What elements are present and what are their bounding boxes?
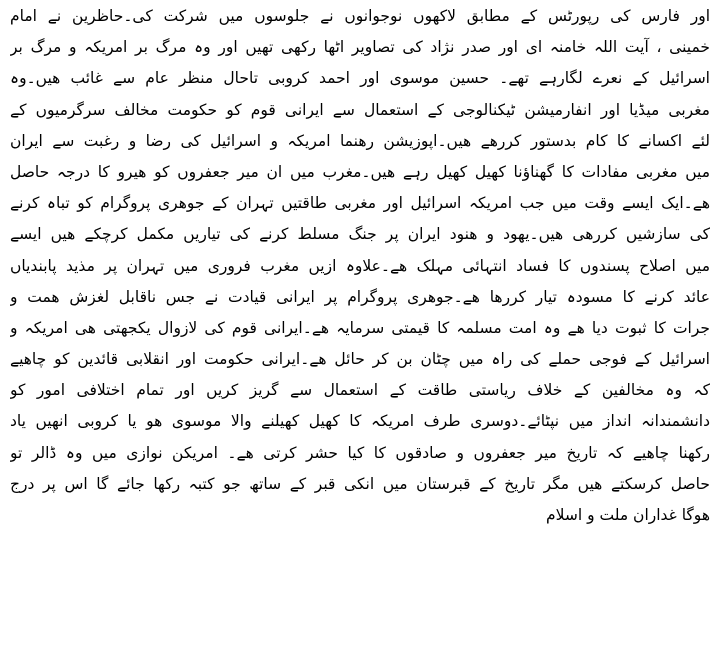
text-line: کہ وہ مخالفین کے خلاف ریاستی طاقت کے استعمال سے گریز کریں اور تمام اختلافی امور کو — [10, 381, 710, 400]
text-line: اسرائیل کے فوجی حملے کی راہ میں چٹان بن کر حائل ھے۔ایرانی حکومت اور انقلابی قائدین کو چاھیے — [10, 350, 710, 369]
text-line: اور فارس کی رپورٹس کے مطابق لاکھوں نوجوانوں نے جلوسوں میں شرکت کی۔حاظرین نے امام — [10, 7, 710, 25]
text-line: کی سازشیں کررھی ھیں۔یھود و ھنود ایران پر جنگ مسلط کرنے کی تیاریں مکمل کرچکے ھیں ایسے — [10, 225, 710, 244]
text-line: دانشمندانہ انداز میں نپٹائے۔دوسری طرف امریکہ کا کھیل کھیلنے والا موسوی ھو یا کروبی انھیں یاد — [10, 412, 710, 431]
text-line: ھے۔ایک ایسے وقت میں جب امریکہ اسرائیل اور مغربی طاقتیں تہران کے جوھری پروگرام کو تباہ کرنے — [10, 194, 710, 213]
text-line: عائد کرنے کا مسودہ تیار کررھا ھے۔جوھری پروگرام پر ایرانی قیادت نے جس ناقابل لغزش ھمت و — [10, 287, 710, 306]
text-line: اسرائیل کے نعرے لگارہے تھے۔ حسین موسوی اور احمد کروبی تاحال منظر عام سے غائب ھیں۔وہ — [10, 69, 710, 88]
text-line-last: ھوگا غداران ملت و اسلام — [546, 506, 710, 524]
text-line: رکھنا چاھیے کہ تاریخ میر جعفروں و صادقوں کا کیا حشر کرتی ھے۔ امریکن نوازی میں وہ ڈالر تو — [10, 443, 710, 462]
text-line: مغربی میڈیا اور انفارمیشن ٹیکنالوجی کے استعمال سے ایرانی قوم کو حکومت مخالف سرگرمیوں کے — [10, 100, 710, 119]
text-line: میں اصلاح پسندوں کا فساد انتہائی مہلک ھے۔علاوہ ازیں مغرب فروری میں تہران پر مذید پابندیاں — [10, 256, 710, 275]
text-line: میں مغربی مفادات کا گھناؤنا کھیل کھیل رہے ھیں۔مغرب میں ان میر جعفروں کو ھیرو کا درجہ حاصل — [10, 162, 710, 181]
article-paragraph — [10, 1, 710, 531]
text-line: جرات کا ثبوت دیا ھے وہ امت مسلمہ کا قیمتی سرمایہ ھے۔ایرانی قوم کی لازوال یکجھتی ھی امریکہ و — [10, 318, 710, 337]
text-line: لئے اکسانے کا کام بدستور کررھے ھیں۔اپوزیشن رھنما امریکہ و اسرائیل کی رضا و رغبت سے ایران — [10, 131, 710, 150]
text-line: خمینی ، آیت اللہ خامنہ ای اور صدر نژاد کی تصاویر اٹھا رکھی تھیں اور وہ مرگ بر امریکہ و مرگ بر — [10, 38, 710, 57]
text-line: حاصل کرسکتے ھیں مگر تاریخ کے قبرستان میں انکی قبر کے ساتھ جو کتبہ رکھا جائے گا اس پر درج — [10, 474, 710, 493]
